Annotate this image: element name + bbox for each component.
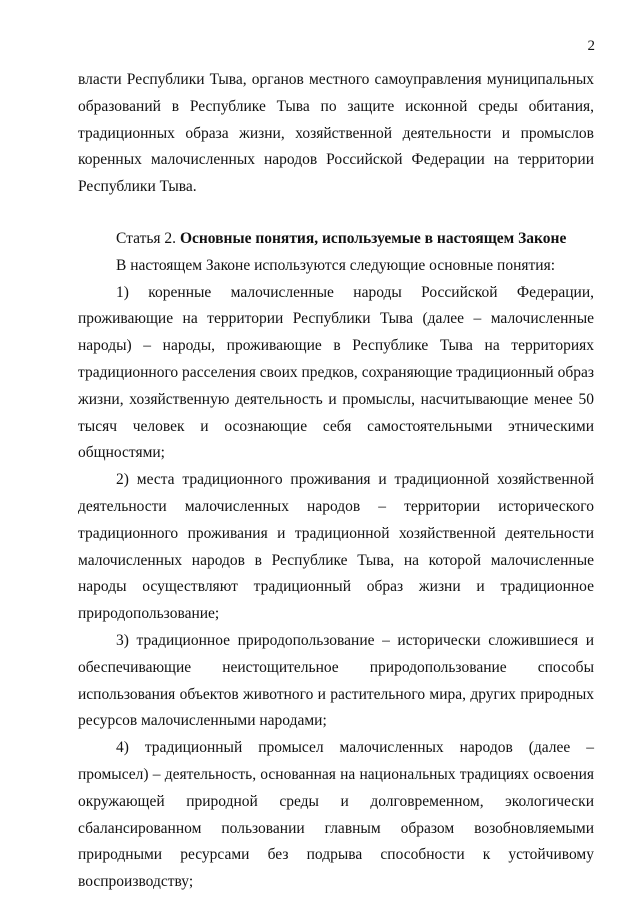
definition-2: 2) места традиционного проживания и традиционной хозяйственной деятельности малочисленных народов – территории исторического традиционного проживания и традиционной хозяйственной деятельности малочисленных народов в Республике Тыва, на которой малочисленные народы осуществляют традиционный образ жизни и традиционное природопользование;	[78, 471, 594, 623]
document-body	[78, 67, 594, 896]
definition-3: 3) традиционное природопользование – исторически сложившиеся и обеспечивающие неистощительное природопользование способы использования объектов животного и растительного мира, других природных ресурсов малочисленными народами;	[78, 631, 594, 730]
article-label: Статья 2.	[116, 229, 180, 247]
definition-1: 1) коренные малочисленные народы Российской Федерации, проживающие на территории Республики Тыва (далее – малочисленные народы) – народы, проживающие в Республике Тыва на территориях традиционного расселения своих предков, сохраняющие традиционный образ жизни, хозяйственную деятельность и промыслы, насчитывающие менее 50 тысяч человек и осознающие себя самостоятельными этническими общностями;	[78, 283, 594, 462]
page-number: 2	[587, 38, 595, 54]
article-title: Основные понятия, используемые в настоящем Законе	[179, 229, 567, 247]
article-heading	[78, 226, 594, 253]
paragraph-continuation: власти Республики Тыва, органов местного самоуправления муниципальных образований в Республике Тыва по защите исконной среды обитания, традиционных образа жизни, хозяйственной деятельности и промыслов коренных малочисленных народов Российской Федерации на территории Республики Тыва.	[78, 71, 594, 196]
definition-4: 4) традиционный промысел малочисленных народов (далее – промысел) – деятельность, основанная на национальных традициях освоения окружающей природной среды и долговременном, экологически сбалансированном пользовании главным образом возобновляемыми природными ресурсами без подрыва способности к устойчивому воспроизводству;	[78, 739, 594, 891]
article-intro: В настоящем Законе используются следующие основные понятия:	[116, 256, 556, 274]
